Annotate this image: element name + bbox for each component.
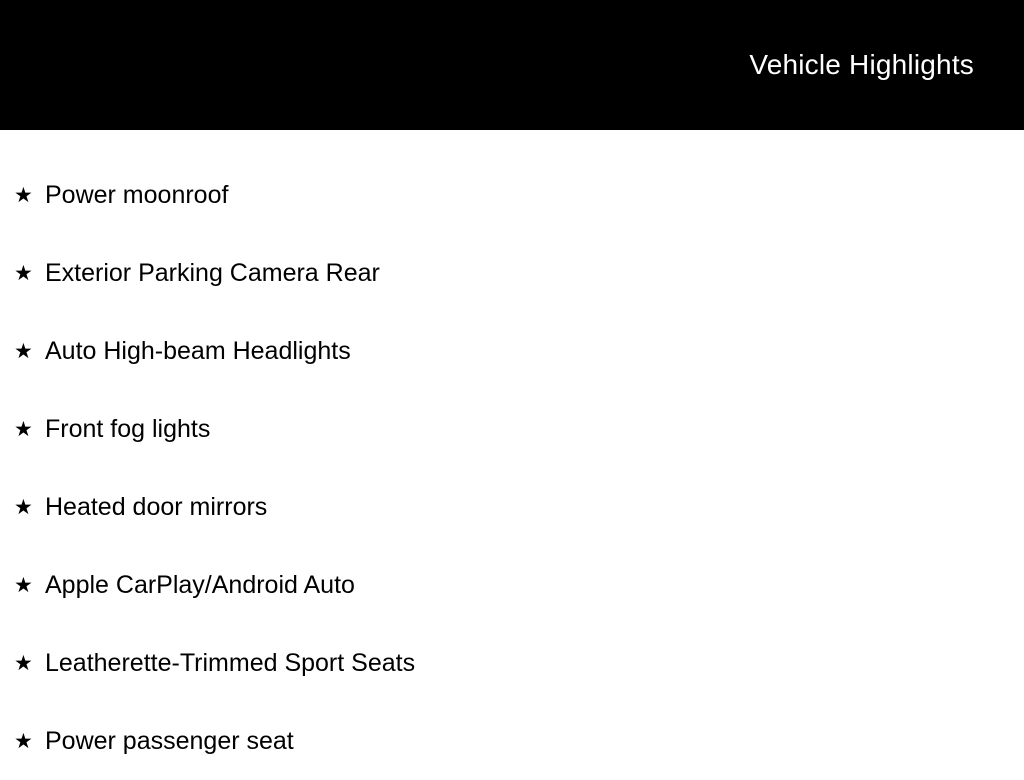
list-item-label: Power moonroof [45,180,229,209]
page-title: Vehicle Highlights [749,49,974,80]
star-icon: ★ [14,573,33,597]
list-item-label: Heated door mirrors [45,492,268,521]
header-bar [0,0,1024,130]
list-item [0,546,1024,624]
star-icon: ★ [14,495,33,519]
list-item [0,624,1024,702]
list-item-label: Leatherette-Trimmed Sport Seats [45,648,416,677]
list-item [0,702,1024,780]
star-icon: ★ [14,183,33,207]
star-icon: ★ [14,339,33,363]
list-item [0,156,1024,234]
star-icon: ★ [14,417,33,441]
list-item [0,390,1024,468]
list-item [0,234,1024,312]
list-item [0,468,1024,546]
star-icon: ★ [14,729,33,753]
list-item-label: Power passenger seat [45,726,294,755]
list-item-label: Front fog lights [45,414,211,443]
star-icon: ★ [14,651,33,675]
list-item-label: Auto High-beam Headlights [45,336,351,365]
list-item [0,312,1024,390]
vehicle-highlights-list [0,130,1024,780]
star-icon: ★ [14,261,33,285]
list-item-label: Apple CarPlay/Android Auto [45,570,355,599]
list-item-label: Exterior Parking Camera Rear [45,258,380,287]
